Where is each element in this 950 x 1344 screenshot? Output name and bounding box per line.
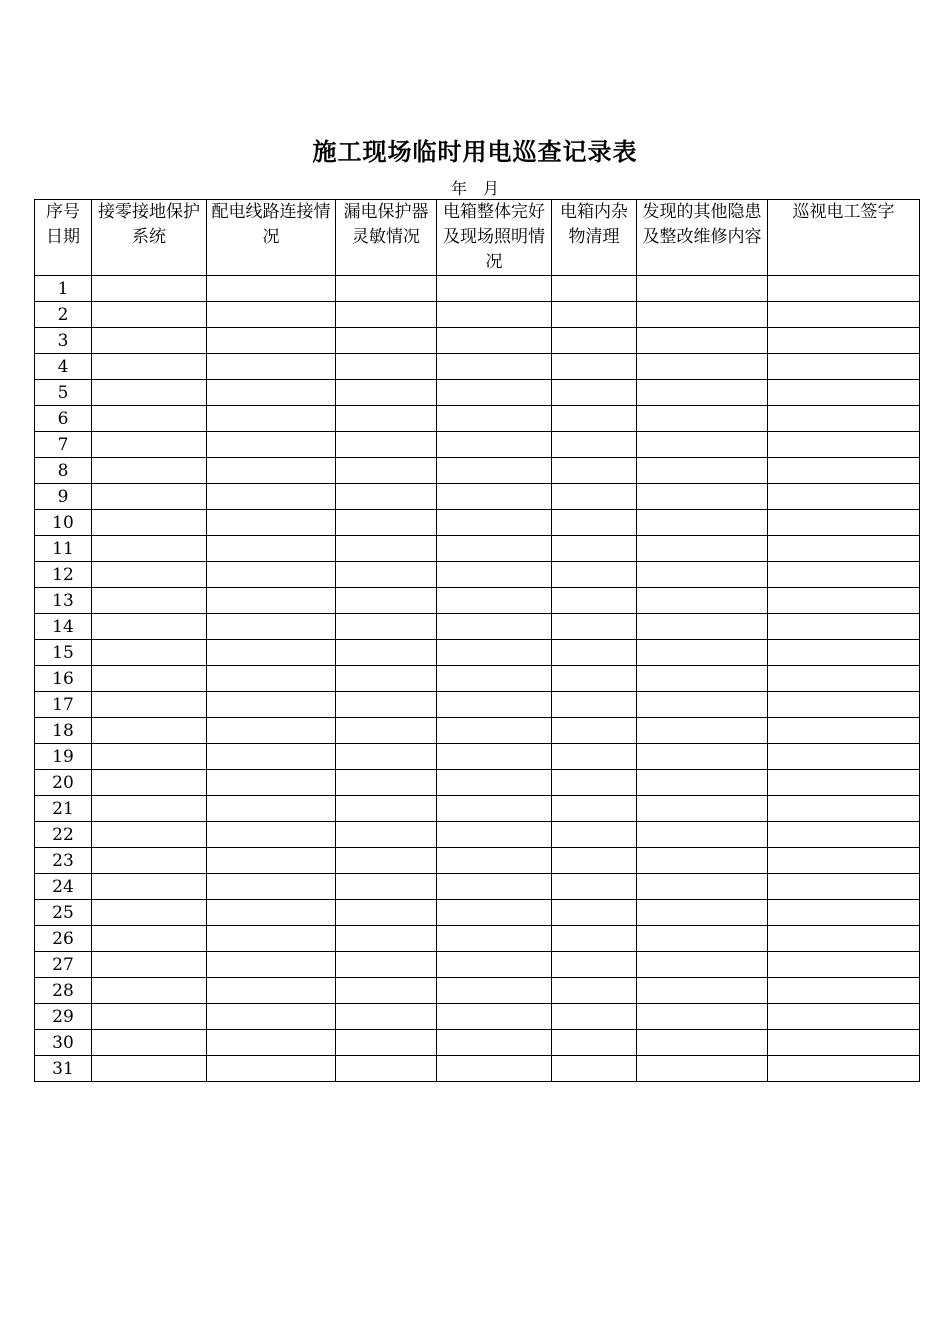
row-serial-number: 25 (35, 900, 92, 926)
leakage-cell[interactable] (336, 978, 437, 1004)
table-row (35, 302, 920, 328)
wiring-cell[interactable] (207, 458, 336, 484)
wiring-cell[interactable] (207, 276, 336, 302)
hazards-cell[interactable] (637, 900, 768, 926)
grounding-cell[interactable] (92, 978, 207, 1004)
table-row (35, 952, 920, 978)
debris-cell[interactable] (552, 952, 637, 978)
header-serial-date: 序号日期 (35, 200, 92, 276)
grounding-cell[interactable] (92, 1056, 207, 1082)
signature-cell[interactable] (768, 380, 920, 406)
row-serial-number: 21 (35, 796, 92, 822)
grounding-cell[interactable] (92, 406, 207, 432)
box-lighting-cell[interactable] (437, 458, 552, 484)
wiring-cell[interactable] (207, 484, 336, 510)
hazards-cell[interactable] (637, 1056, 768, 1082)
debris-cell[interactable] (552, 484, 637, 510)
box-lighting-cell[interactable] (437, 874, 552, 900)
debris-cell[interactable] (552, 1056, 637, 1082)
wiring-cell[interactable] (207, 744, 336, 770)
leakage-cell[interactable] (336, 484, 437, 510)
hazards-cell[interactable] (637, 588, 768, 614)
hazards-cell[interactable] (637, 328, 768, 354)
signature-cell[interactable] (768, 822, 920, 848)
wiring-cell[interactable] (207, 562, 336, 588)
signature-cell[interactable] (768, 952, 920, 978)
table-row (35, 926, 920, 952)
hazards-cell[interactable] (637, 770, 768, 796)
grounding-cell[interactable] (92, 640, 207, 666)
signature-cell[interactable] (768, 328, 920, 354)
grounding-cell[interactable] (92, 770, 207, 796)
wiring-cell[interactable] (207, 822, 336, 848)
grounding-cell[interactable] (92, 1004, 207, 1030)
signature-cell[interactable] (768, 614, 920, 640)
table-row (35, 536, 920, 562)
box-lighting-cell[interactable] (437, 510, 552, 536)
debris-cell[interactable] (552, 822, 637, 848)
row-serial-number: 26 (35, 926, 92, 952)
grounding-cell[interactable] (92, 848, 207, 874)
wiring-cell[interactable] (207, 510, 336, 536)
hazards-cell[interactable] (637, 432, 768, 458)
wiring-cell[interactable] (207, 614, 336, 640)
table-row (35, 822, 920, 848)
hazards-cell[interactable] (637, 458, 768, 484)
wiring-cell[interactable] (207, 1030, 336, 1056)
signature-cell[interactable] (768, 692, 920, 718)
grounding-cell[interactable] (92, 328, 207, 354)
debris-cell[interactable] (552, 302, 637, 328)
leakage-cell[interactable] (336, 302, 437, 328)
signature-cell[interactable] (768, 926, 920, 952)
leakage-cell[interactable] (336, 1004, 437, 1030)
leakage-cell[interactable] (336, 822, 437, 848)
debris-cell[interactable] (552, 328, 637, 354)
grounding-cell[interactable] (92, 900, 207, 926)
table-row (35, 562, 920, 588)
signature-cell[interactable] (768, 536, 920, 562)
row-serial-number: 1 (35, 276, 92, 302)
debris-cell[interactable] (552, 692, 637, 718)
leakage-cell[interactable] (336, 666, 437, 692)
debris-cell[interactable] (552, 640, 637, 666)
box-lighting-cell[interactable] (437, 536, 552, 562)
box-lighting-cell[interactable] (437, 666, 552, 692)
box-lighting-cell[interactable] (437, 432, 552, 458)
leakage-cell[interactable] (336, 276, 437, 302)
hazards-cell[interactable] (637, 302, 768, 328)
signature-cell[interactable] (768, 770, 920, 796)
row-serial-number: 27 (35, 952, 92, 978)
header-electrician-signature: 巡视电工签字 (768, 200, 920, 276)
hazards-cell[interactable] (637, 718, 768, 744)
grounding-cell[interactable] (92, 796, 207, 822)
debris-cell[interactable] (552, 458, 637, 484)
table-body (35, 276, 920, 1082)
hazards-cell[interactable] (637, 796, 768, 822)
hazards-cell[interactable] (637, 536, 768, 562)
signature-cell[interactable] (768, 1004, 920, 1030)
wiring-cell[interactable] (207, 380, 336, 406)
hazards-cell[interactable] (637, 692, 768, 718)
grounding-cell[interactable] (92, 744, 207, 770)
grounding-cell[interactable] (92, 302, 207, 328)
wiring-cell[interactable] (207, 666, 336, 692)
debris-cell[interactable] (552, 744, 637, 770)
signature-cell[interactable] (768, 302, 920, 328)
hazards-cell[interactable] (637, 562, 768, 588)
hazards-cell[interactable] (637, 1004, 768, 1030)
leakage-cell[interactable] (336, 1030, 437, 1056)
grounding-cell[interactable] (92, 458, 207, 484)
header-box-debris-cleanup: 电箱内杂物清理 (552, 200, 637, 276)
hazards-cell[interactable] (637, 822, 768, 848)
debris-cell[interactable] (552, 874, 637, 900)
hazards-cell[interactable] (637, 614, 768, 640)
leakage-cell[interactable] (336, 562, 437, 588)
hazards-cell[interactable] (637, 848, 768, 874)
box-lighting-cell[interactable] (437, 900, 552, 926)
leakage-cell[interactable] (336, 432, 437, 458)
row-serial-number: 2 (35, 302, 92, 328)
grounding-cell[interactable] (92, 276, 207, 302)
header-leakage-protector: 漏电保护器灵敏情况 (336, 200, 437, 276)
signature-cell[interactable] (768, 406, 920, 432)
signature-cell[interactable] (768, 978, 920, 1004)
leakage-cell[interactable] (336, 770, 437, 796)
row-serial-number: 11 (35, 536, 92, 562)
page-title: 施工现场临时用电巡查记录表 (312, 137, 638, 166)
table-row (35, 328, 920, 354)
box-lighting-cell[interactable] (437, 926, 552, 952)
grounding-cell[interactable] (92, 718, 207, 744)
table-row (35, 588, 920, 614)
wiring-cell[interactable] (207, 588, 336, 614)
box-lighting-cell[interactable] (437, 952, 552, 978)
wiring-cell[interactable] (207, 848, 336, 874)
table-row (35, 276, 920, 302)
inspection-record-table (34, 199, 920, 1082)
debris-cell[interactable] (552, 354, 637, 380)
box-lighting-cell[interactable] (437, 484, 552, 510)
row-serial-number: 16 (35, 666, 92, 692)
grounding-cell[interactable] (92, 666, 207, 692)
table-row (35, 692, 920, 718)
box-lighting-cell[interactable] (437, 1056, 552, 1082)
signature-cell[interactable] (768, 900, 920, 926)
debris-cell[interactable] (552, 796, 637, 822)
table-row (35, 1056, 920, 1082)
debris-cell[interactable] (552, 978, 637, 1004)
table-row (35, 458, 920, 484)
table-row (35, 796, 920, 822)
debris-cell[interactable] (552, 432, 637, 458)
box-lighting-cell[interactable] (437, 276, 552, 302)
table-row (35, 510, 920, 536)
hazards-cell[interactable] (637, 276, 768, 302)
box-lighting-cell[interactable] (437, 380, 552, 406)
row-serial-number: 5 (35, 380, 92, 406)
row-serial-number: 17 (35, 692, 92, 718)
signature-cell[interactable] (768, 744, 920, 770)
year-month-line: 年 月 (450, 179, 499, 198)
table-row (35, 640, 920, 666)
table-row (35, 718, 920, 744)
wiring-cell[interactable] (207, 978, 336, 1004)
table-row (35, 874, 920, 900)
wiring-cell[interactable] (207, 718, 336, 744)
row-serial-number: 9 (35, 484, 92, 510)
signature-cell[interactable] (768, 510, 920, 536)
header-row (35, 200, 920, 276)
hazards-cell[interactable] (637, 926, 768, 952)
leakage-cell[interactable] (336, 588, 437, 614)
grounding-cell[interactable] (92, 926, 207, 952)
grounding-cell[interactable] (92, 562, 207, 588)
table-row (35, 666, 920, 692)
grounding-cell[interactable] (92, 432, 207, 458)
header-other-hazards: 发现的其他隐患及整改维修内容 (637, 200, 768, 276)
table-row (35, 1030, 920, 1056)
row-serial-number: 29 (35, 1004, 92, 1030)
grounding-cell[interactable] (92, 822, 207, 848)
signature-cell[interactable] (768, 432, 920, 458)
box-lighting-cell[interactable] (437, 562, 552, 588)
grounding-cell[interactable] (92, 380, 207, 406)
box-lighting-cell[interactable] (437, 354, 552, 380)
wiring-cell[interactable] (207, 328, 336, 354)
table-row (35, 848, 920, 874)
wiring-cell[interactable] (207, 1004, 336, 1030)
signature-cell[interactable] (768, 276, 920, 302)
table-row (35, 978, 920, 1004)
box-lighting-cell[interactable] (437, 588, 552, 614)
header-wiring-connection: 配电线路连接情况 (207, 200, 336, 276)
debris-cell[interactable] (552, 848, 637, 874)
box-lighting-cell[interactable] (437, 406, 552, 432)
leakage-cell[interactable] (336, 744, 437, 770)
leakage-cell[interactable] (336, 848, 437, 874)
wiring-cell[interactable] (207, 406, 336, 432)
box-lighting-cell[interactable] (437, 796, 552, 822)
hazards-cell[interactable] (637, 874, 768, 900)
wiring-cell[interactable] (207, 952, 336, 978)
grounding-cell[interactable] (92, 614, 207, 640)
row-serial-number: 4 (35, 354, 92, 380)
grounding-cell[interactable] (92, 510, 207, 536)
table-row (35, 1004, 920, 1030)
debris-cell[interactable] (552, 1004, 637, 1030)
debris-cell[interactable] (552, 614, 637, 640)
leakage-cell[interactable] (336, 1056, 437, 1082)
hazards-cell[interactable] (637, 484, 768, 510)
row-serial-number: 14 (35, 614, 92, 640)
wiring-cell[interactable] (207, 874, 336, 900)
hazards-cell[interactable] (637, 380, 768, 406)
signature-cell[interactable] (768, 796, 920, 822)
hazards-cell[interactable] (637, 510, 768, 536)
debris-cell[interactable] (552, 900, 637, 926)
signature-cell[interactable] (768, 562, 920, 588)
row-serial-number: 3 (35, 328, 92, 354)
leakage-cell[interactable] (336, 510, 437, 536)
box-lighting-cell[interactable] (437, 614, 552, 640)
leakage-cell[interactable] (336, 926, 437, 952)
table-row (35, 770, 920, 796)
box-lighting-cell[interactable] (437, 718, 552, 744)
grounding-cell[interactable] (92, 354, 207, 380)
debris-cell[interactable] (552, 510, 637, 536)
row-serial-number: 31 (35, 1056, 92, 1082)
table-row (35, 900, 920, 926)
hazards-cell[interactable] (637, 1030, 768, 1056)
leakage-cell[interactable] (336, 692, 437, 718)
grounding-cell[interactable] (92, 952, 207, 978)
hazards-cell[interactable] (637, 952, 768, 978)
debris-cell[interactable] (552, 926, 637, 952)
wiring-cell[interactable] (207, 692, 336, 718)
signature-cell[interactable] (768, 484, 920, 510)
leakage-cell[interactable] (336, 354, 437, 380)
signature-cell[interactable] (768, 640, 920, 666)
debris-cell[interactable] (552, 536, 637, 562)
grounding-cell[interactable] (92, 1030, 207, 1056)
table-row (35, 432, 920, 458)
header-box-and-lighting: 电箱整体完好及现场照明情况 (437, 200, 552, 276)
row-serial-number: 22 (35, 822, 92, 848)
wiring-cell[interactable] (207, 640, 336, 666)
hazards-cell[interactable] (637, 744, 768, 770)
signature-cell[interactable] (768, 666, 920, 692)
box-lighting-cell[interactable] (437, 1004, 552, 1030)
wiring-cell[interactable] (207, 354, 336, 380)
signature-cell[interactable] (768, 874, 920, 900)
box-lighting-cell[interactable] (437, 640, 552, 666)
leakage-cell[interactable] (336, 406, 437, 432)
box-lighting-cell[interactable] (437, 978, 552, 1004)
box-lighting-cell[interactable] (437, 328, 552, 354)
row-serial-number: 23 (35, 848, 92, 874)
hazards-cell[interactable] (637, 406, 768, 432)
box-lighting-cell[interactable] (437, 692, 552, 718)
leakage-cell[interactable] (336, 536, 437, 562)
leakage-cell[interactable] (336, 640, 437, 666)
table-row (35, 354, 920, 380)
debris-cell[interactable] (552, 718, 637, 744)
row-serial-number: 6 (35, 406, 92, 432)
signature-cell[interactable] (768, 718, 920, 744)
debris-cell[interactable] (552, 562, 637, 588)
hazards-cell[interactable] (637, 354, 768, 380)
row-serial-number: 19 (35, 744, 92, 770)
debris-cell[interactable] (552, 406, 637, 432)
hazards-cell[interactable] (637, 978, 768, 1004)
wiring-cell[interactable] (207, 770, 336, 796)
leakage-cell[interactable] (336, 328, 437, 354)
row-serial-number: 7 (35, 432, 92, 458)
row-serial-number: 10 (35, 510, 92, 536)
box-lighting-cell[interactable] (437, 744, 552, 770)
grounding-cell[interactable] (92, 692, 207, 718)
wiring-cell[interactable] (207, 536, 336, 562)
grounding-cell[interactable] (92, 588, 207, 614)
grounding-cell[interactable] (92, 874, 207, 900)
wiring-cell[interactable] (207, 900, 336, 926)
hazards-cell[interactable] (637, 640, 768, 666)
debris-cell[interactable] (552, 770, 637, 796)
wiring-cell[interactable] (207, 796, 336, 822)
debris-cell[interactable] (552, 380, 637, 406)
leakage-cell[interactable] (336, 718, 437, 744)
debris-cell[interactable] (552, 588, 637, 614)
table-row (35, 484, 920, 510)
wiring-cell[interactable] (207, 1056, 336, 1082)
header-grounding-system: 接零接地保护系统 (92, 200, 207, 276)
leakage-cell[interactable] (336, 900, 437, 926)
box-lighting-cell[interactable] (437, 848, 552, 874)
row-serial-number: 28 (35, 978, 92, 1004)
box-lighting-cell[interactable] (437, 770, 552, 796)
table-row (35, 744, 920, 770)
grounding-cell[interactable] (92, 484, 207, 510)
signature-cell[interactable] (768, 588, 920, 614)
box-lighting-cell[interactable] (437, 302, 552, 328)
debris-cell[interactable] (552, 666, 637, 692)
leakage-cell[interactable] (336, 874, 437, 900)
leakage-cell[interactable] (336, 796, 437, 822)
leakage-cell[interactable] (336, 614, 437, 640)
leakage-cell[interactable] (336, 380, 437, 406)
signature-cell[interactable] (768, 354, 920, 380)
leakage-cell[interactable] (336, 952, 437, 978)
row-serial-number: 15 (35, 640, 92, 666)
table-row (35, 406, 920, 432)
row-serial-number: 12 (35, 562, 92, 588)
table-row (35, 614, 920, 640)
leakage-cell[interactable] (336, 458, 437, 484)
box-lighting-cell[interactable] (437, 1030, 552, 1056)
debris-cell[interactable] (552, 1030, 637, 1056)
signature-cell[interactable] (768, 1056, 920, 1082)
row-serial-number: 8 (35, 458, 92, 484)
row-serial-number: 18 (35, 718, 92, 744)
row-serial-number: 24 (35, 874, 92, 900)
row-serial-number: 20 (35, 770, 92, 796)
row-serial-number: 30 (35, 1030, 92, 1056)
wiring-cell[interactable] (207, 302, 336, 328)
grounding-cell[interactable] (92, 536, 207, 562)
row-serial-number: 13 (35, 588, 92, 614)
debris-cell[interactable] (552, 276, 637, 302)
signature-cell[interactable] (768, 848, 920, 874)
signature-cell[interactable] (768, 1030, 920, 1056)
box-lighting-cell[interactable] (437, 822, 552, 848)
table-row (35, 380, 920, 406)
signature-cell[interactable] (768, 458, 920, 484)
hazards-cell[interactable] (637, 666, 768, 692)
wiring-cell[interactable] (207, 926, 336, 952)
wiring-cell[interactable] (207, 432, 336, 458)
